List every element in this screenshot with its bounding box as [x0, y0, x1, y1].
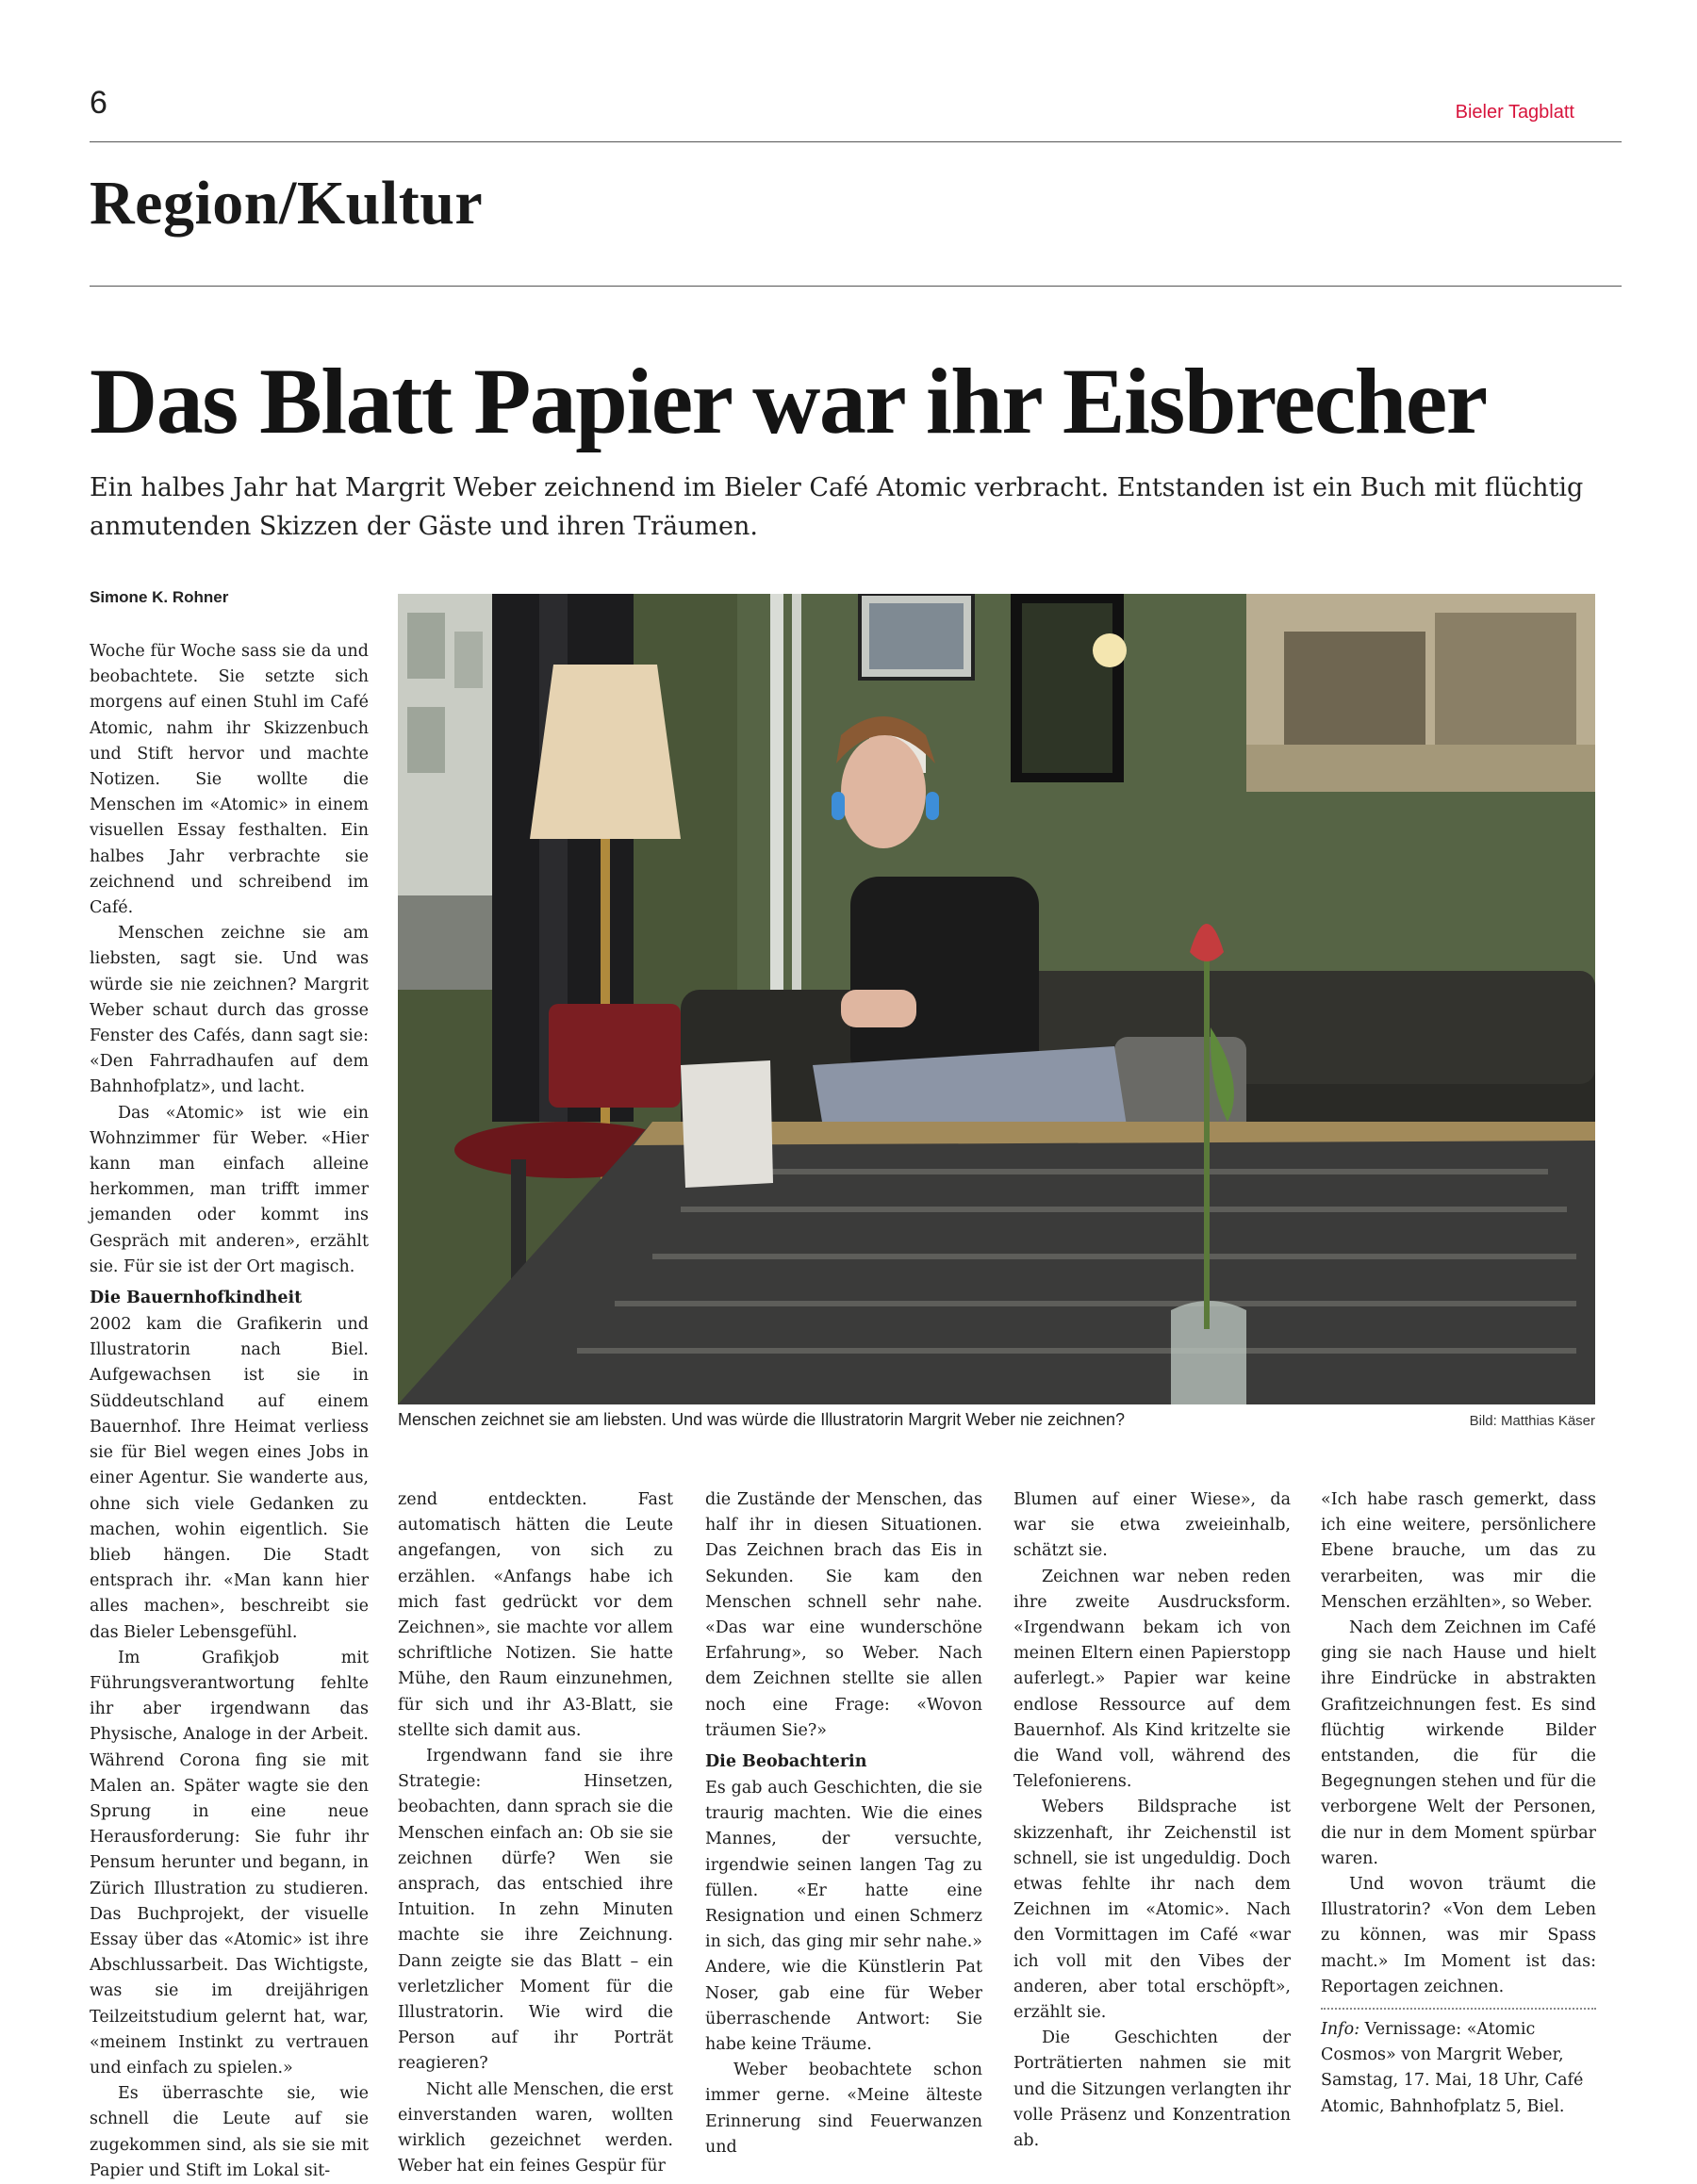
- caption-text: Menschen zeichnet sie am liebsten. Und was würde die Illustratorin Margrit Weber nie zeichnen?: [398, 1410, 1126, 1429]
- paragraph: Zeichnen war neben reden ihre zweite Ausdrucksform. «Irgendwann bekam ich von meinen Eltern einen Papierstopp auferlegt.» Papier war keine endlose Ressource auf dem Bauernhof. Als Kind kritzelte sie die Wand voll, während des Telefonierens.: [1013, 1567, 1291, 1792]
- info-text: Vernissage: «Atomic Cosmos» von Margrit Weber, Samstag, 17. Mai, 18 Uhr, Café Atomic, Bahnhofplatz 5, Biel.: [1321, 2020, 1584, 2116]
- text-column-3: [705, 1487, 982, 2160]
- text-column-2: [398, 1487, 673, 2179]
- paragraph: Webers Bildsprache ist skizzenhaft, ihr Zeichenstil ist schnell, sie ist ungeduldig. Doch etwas fehlte ihr nach dem Zeichnen im «Atomic». Nach den Vormittagen im Café «war ich voll mit den Vibes der anderen, aber total erschöpft», erzählt sie.: [1013, 1798, 1291, 2023]
- paragraph: «Ich habe rasch gemerkt, dass ich eine weitere, persönlichere Ebene brauche, um das zu verarbeiten, was mir die Menschen erzählten», so Weber.: [1321, 1490, 1596, 1612]
- paragraph: Weber beobachtete schon immer gerne. «Meine älteste Erinnerung sind Feuerwanzen und: [705, 2061, 982, 2157]
- paragraph: Das «Atomic» ist wie ein Wohnzimmer für Weber. «Hier kann man einfach alleine herkommen, man trifft immer jemanden oder kommt ins Gespräch mit anderen», erzählt sie. Für sie ist der Ort magisch.: [90, 1103, 369, 1276]
- paragraph: Die Geschichten der Porträtierten nahmen sie mit und die Sitzungen verlangten ihr volle Präsenz und Konzentration ab.: [1013, 2028, 1291, 2151]
- paragraph: Im Grafikjob mit Führungsverantwortung fehlte ihr aber irgendwann das Physische, Analoge in der Arbeit. Während Corona fing sie mit Malen an. Später wagte sie den Sprung in eine neue Herausforderung: Sie fuhr ihr Pensum herunter und begann, in Zürich Illustration zu studieren. Das Buchprojekt, der visuelle Essay über das «Atomic» ist ihre Abschlussarbeit. Das Wichtigste, was sie im dreijährigen Teilzeitstudium gelernt hat, war, «meinem Instinkt zu vertrauen und einfach zu spielen.»: [90, 1648, 369, 2077]
- byline: Simone K. Rohner: [90, 588, 229, 606]
- paragraph: Nach dem Zeichnen im Café ging sie nach Hause und hielt ihre Eindrücke in abstrakten Grafitzeichnungen fest. Es sind flüchtig wirkende Bilder entstanden, die für die Begegnungen stehen und für die verborgene Welt der Personen, die nur in dem Moment spürbar waren.: [1321, 1618, 1596, 1868]
- headline: Das Blatt Papier war ihr Eisbrecher: [90, 349, 1487, 453]
- text-column-1: [90, 639, 369, 2184]
- text-column-4: [1013, 1487, 1291, 2154]
- paragraph: Es überraschte sie, wie schnell die Leute auf sie zugekommen sind, als sie sie mit Papier und Stift im Lokal sit-: [90, 2084, 369, 2180]
- paragraph: die Zustände der Menschen, das half ihr in diesen Situationen. Das Zeichnen brach das Eis in Sekunden. Sie kam den Menschen schnell sehr nahe. «Das war eine wunderschöne Erfahrung», so Weber. Nach dem Zeichnen stellte sie allen noch eine Frage: «Wovon träumen Sie?»: [705, 1490, 982, 1740]
- paragraph: zend entdeckten. Fast automatisch hätten die Leute angefangen, von sich zu erzählen. «Anfangs habe ich mich fast gedrückt vor dem Zeichnen», sie machte vor allem schriftliche Notizen. Sie hatte Mühe, den Raum einzunehmen, für sich und ihr A3-Blatt, sie stellte sich damit aus.: [398, 1490, 673, 1740]
- newspaper-name: Bieler Tagblatt: [1455, 102, 1574, 123]
- section-rule: [90, 286, 1622, 287]
- paragraph: Blumen auf einer Wiese», da war sie etwa zweieinhalb, schätzt sie.: [1013, 1490, 1291, 1561]
- lead-text: Ein halbes Jahr hat Margrit Weber zeichnend im Bieler Café Atomic verbracht. Entstanden ist ein Buch mit flüchtig anmutenden Skizzen der Gäste und ihren Träumen.: [90, 473, 1584, 541]
- info-label: Info:: [1321, 2020, 1360, 2040]
- subheading: Die Beobachterin: [705, 1752, 867, 1772]
- page-number: 6: [90, 85, 107, 121]
- subheading: Die Bauernhofkindheit: [90, 1289, 303, 1308]
- paragraph: Woche für Woche sass sie da und beobachtete. Sie setzte sich morgens auf einen Stuhl im Café Atomic, nahm ihr Skizzenbuch und Stift hervor und machte Notizen. Sie wollte die Menschen im «Atomic» in einem visuellen Essay festhalten. Ein halbes Jahr verbrachte sie zeichnend und schreibend im Café.: [90, 642, 369, 918]
- top-rule: [90, 141, 1622, 142]
- paragraph: 2002 kam die Grafikerin und Illustratorin nach Biel. Aufgewachsen ist sie in Süddeutschland auf einem Bauernhof. Ihre Heimat verliess sie für Biel wegen eines Jobs in einer Agentur. Sie wanderte aus, ohne sich viele Gedanken zu machen, wohin eigentlich. Sie blieb hängen. Die Stadt entsprach ihr. «Man kann hier alles machen», beschreibt sie das Bieler Lebensgefühl.: [90, 1315, 369, 1642]
- info-box: [1321, 2008, 1596, 2120]
- photo-caption: [398, 1410, 1595, 1430]
- text-column-5: [1321, 1487, 1596, 2120]
- paragraph: Nicht alle Menschen, die erst einverstanden waren, wollten wirklich gezeichnet werden. Weber hat ein feines Gespür für: [398, 2079, 673, 2176]
- paragraph: Menschen zeichne sie am liebsten, sagt sie. Und was würde sie nie zeichnen? Margrit Weber schaut durch das grosse Fenster des Cafés, dann sagt sie: «Den Fahrradhaufen auf dem Bahnhofplatz», und lacht.: [90, 924, 369, 1097]
- paragraph: Es gab auch Geschichten, die sie traurig machten. Wie die eines Mannes, der versuchte, irgendwie seinen langen Tag zu füllen. «Er hatte eine Resignation und einen Schmerz in sich, das ging mir sehr nahe.» Andere, wie die Künstlerin Pat Noser, gab eine für Weber überraschende Antwort: Sie habe keine Träume.: [705, 1779, 982, 2055]
- photo-credit: Bild: Matthias Käser: [1469, 1413, 1595, 1429]
- article-photo: [398, 594, 1595, 1404]
- section-title: Region/Kultur: [90, 169, 484, 238]
- paragraph: Irgendwann fand sie ihre Strategie: Hinsetzen, beobachten, dann sprach sie die Menschen einfach an: Ob sie sie zeichnen dürfe? Wen sie ansprach, das entschied ihre Intuition. In zehn Minuten machte sie ihre Zeichnung. Dann zeigte sie das Blatt – ein verletzlicher Moment für die Illustratorin. Wie wird die Person auf ihr Porträt reagieren?: [398, 1747, 673, 2074]
- paragraph: Und wovon träumt die Illustratorin? «Von dem Leben zu können, was mir Spass macht.» Im Moment ist das: Reportagen zeichnen.: [1321, 1875, 1596, 1996]
